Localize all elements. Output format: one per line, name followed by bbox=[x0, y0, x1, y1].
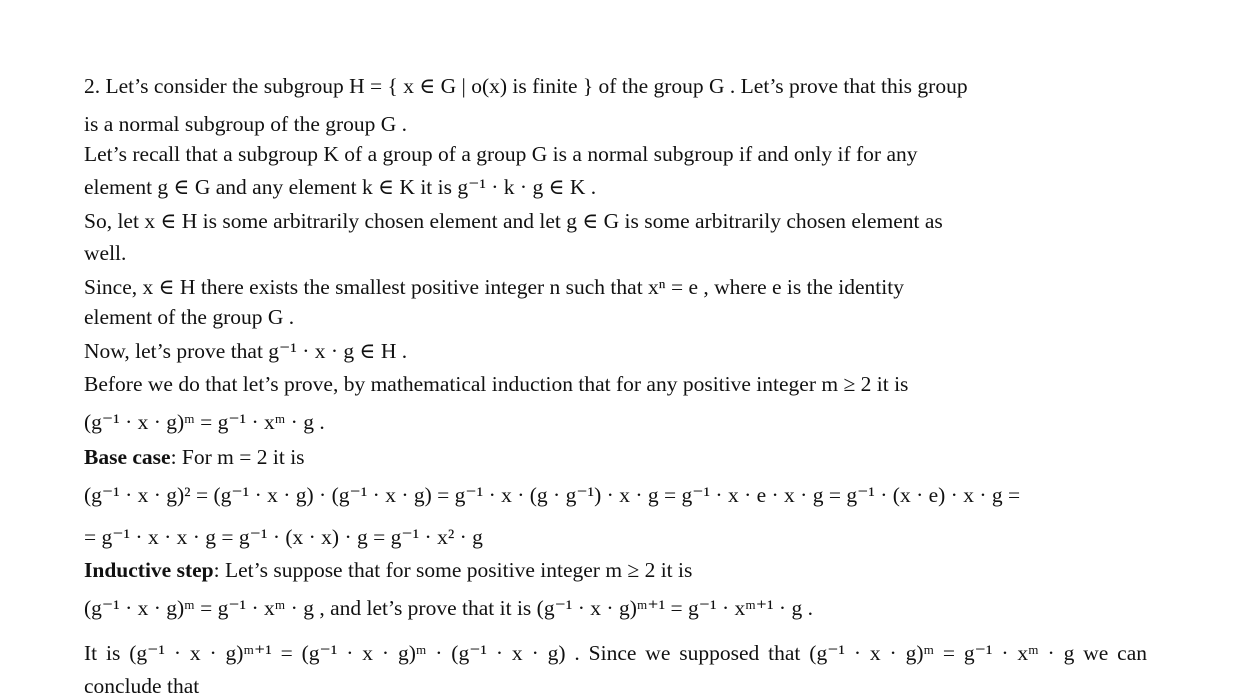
formula-line: = g⁻¹ · x · x · g = g⁻¹ · (x · x) · g = g⁻¹ · x² · g bbox=[84, 525, 483, 549]
text-line: Before we do that let’s prove, by mathematical induction that for any positive integer m ≥ 2 it is bbox=[84, 372, 909, 396]
base-case-label: Base case bbox=[84, 445, 171, 469]
inductive-step-label: Inductive step bbox=[84, 558, 214, 582]
text-line: conclude that bbox=[84, 674, 200, 698]
formula-line: (g⁻¹ · x · g)² = (g⁻¹ · x · g) · (g⁻¹ · x · g) = g⁻¹ · x · (g · g⁻¹) · x · g = g⁻¹ · x · e · x · g = g⁻¹ · (x · e) · x · g = bbox=[84, 483, 1021, 507]
text-line: It is (g⁻¹ · x · g)ᵐ⁺¹ = (g⁻¹ · x · g)ᵐ · (g⁻¹ · x · g) . Since we supposed that (g⁻¹ · x · g)ᵐ = g⁻¹ · xᵐ · g we can bbox=[84, 641, 1147, 665]
text-line: Since, x ∈ H there exists the smallest positive integer n such that xⁿ = e , where e is the identity bbox=[84, 275, 904, 299]
text-line: well. bbox=[84, 241, 127, 265]
inductive-step-text: : Let’s suppose that for some positive integer m ≥ 2 it is bbox=[213, 558, 693, 582]
text-line bbox=[84, 557, 692, 583]
text-line: 2. Let’s consider the subgroup H = { x ∈ G | o(x) is finite } of the group G . Let’s prove that this group bbox=[84, 74, 968, 98]
text-line bbox=[84, 444, 305, 470]
text-line: element of the group G . bbox=[84, 305, 295, 329]
text-line: So, let x ∈ H is some arbitrarily chosen element and let g ∈ G is some arbitrarily chosen element as bbox=[84, 209, 943, 233]
text-line: is a normal subgroup of the group G . bbox=[84, 112, 408, 136]
formula-line: (g⁻¹ · x · g)ᵐ = g⁻¹ · xᵐ · g , and let’s prove that it is (g⁻¹ · x · g)ᵐ⁺¹ = g⁻¹ · xᵐ⁺¹ · g . bbox=[84, 596, 813, 620]
base-case-text: : For m = 2 it is bbox=[170, 445, 305, 469]
formula-line: (g⁻¹ · x · g)ᵐ = g⁻¹ · xᵐ · g . bbox=[84, 410, 325, 434]
text-line: Let’s recall that a subgroup K of a group of a group G is a normal subgroup if and only if for any bbox=[84, 142, 918, 166]
text-line: Now, let’s prove that g⁻¹ · x · g ∈ H . bbox=[84, 339, 408, 363]
text-line: element g ∈ G and any element k ∈ K it is g⁻¹ · k · g ∈ K . bbox=[84, 175, 597, 199]
